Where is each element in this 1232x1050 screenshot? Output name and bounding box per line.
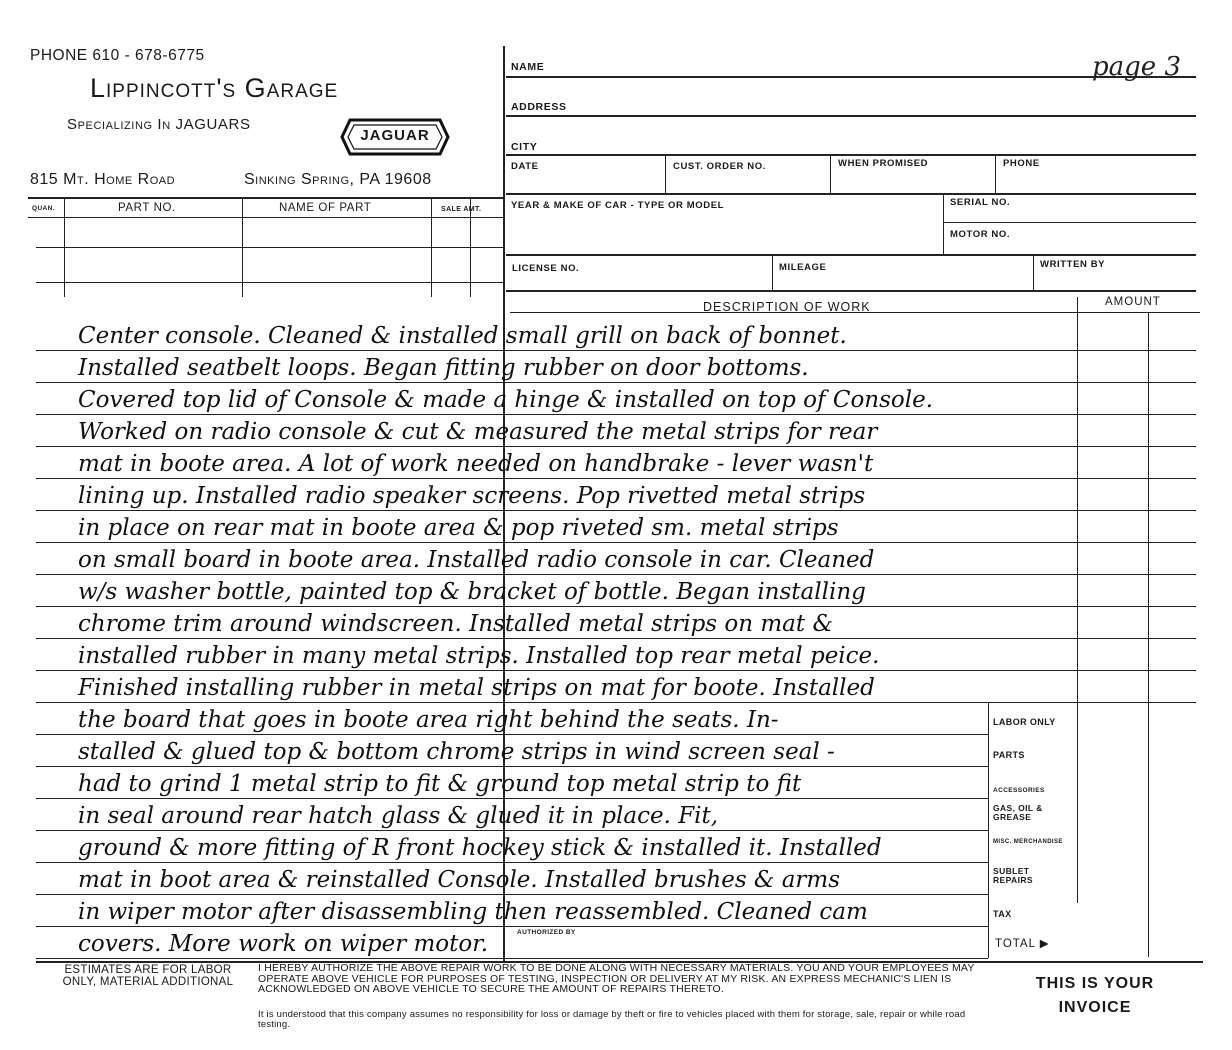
ruled-line (36, 862, 988, 863)
year-make-label: YEAR & MAKE OF CAR - TYPE OR MODEL (511, 200, 725, 211)
ruled-line (36, 350, 1196, 351)
date-label: DATE (511, 161, 539, 172)
divider (665, 155, 666, 193)
work-line: mat in boote area. A lot of work needed on handbrake - lever wasn't (78, 451, 874, 477)
ruled-line (36, 382, 1196, 383)
ruled-line (36, 734, 988, 735)
work-line: Center console. Cleaned & installed small grill on back of bonnet. (78, 323, 847, 349)
ruled-line (36, 830, 988, 831)
ruled-line (36, 542, 1196, 543)
city-state-zip: Sinking Spring, PA 19608 (244, 171, 432, 188)
divider (995, 155, 996, 193)
license-row-line (506, 290, 1196, 292)
work-line: installed rubber in many metal strips. Installed top rear metal peice. (78, 643, 880, 669)
year-row-line (506, 254, 1196, 256)
work-line: chrome trim around windscreen. Installed metal strips on mat & (78, 611, 833, 637)
ruled-line (36, 510, 1196, 511)
motor-no-label: MOTOR NO. (950, 229, 1011, 240)
serial-line (943, 222, 1196, 223)
serial-no-label: SERIAL NO. (950, 197, 1011, 208)
shop-header (0, 0, 500, 200)
estimates-note: ESTIMATES ARE FOR LABOR ONLY, MATERIAL ADDITIONAL (62, 964, 234, 988)
ruled-line (36, 638, 1196, 639)
ruled-line (36, 478, 1196, 479)
ruled-line (36, 798, 988, 799)
amount-header: AMOUNT (1105, 296, 1161, 308)
ruled-line (36, 446, 1196, 447)
gas-oil-grease-label: GAS, OIL & GREASE (993, 803, 1043, 822)
work-line: Worked on radio console & cut & measured the metal strips for rear (78, 419, 878, 445)
divider (772, 254, 773, 290)
name-label: NAME (511, 61, 545, 73)
divider (943, 193, 944, 254)
parts-row-line (28, 217, 503, 218)
work-line: on small board in boote area. Installed radio console in car. Cleaned (78, 547, 875, 573)
jaguar-logo (340, 118, 450, 156)
page-note: page 3 (1092, 52, 1181, 82)
work-line: in wiper motor after disassembling then reassembled. Cleaned cam (78, 899, 868, 925)
work-line: in seal around rear hatch glass & glued it in place. Fit, (78, 803, 719, 829)
amount-col-cents (1148, 312, 1149, 957)
ruled-line (36, 958, 988, 959)
parts-header-sale-amt: SALE AMT. (441, 206, 482, 213)
amount-col-left (1077, 297, 1078, 903)
total-label: TOTAL ▶ (995, 938, 1050, 950)
work-line: lining up. Installed radio speaker screens. Pop rivetted metal strips (78, 483, 866, 509)
business-name: Lippincott's Garage (90, 73, 339, 103)
address-label: ADDRESS (511, 101, 567, 113)
ruled-line (36, 670, 1196, 671)
work-line: the board that goes in boote area right behind the seats. In- (78, 707, 779, 733)
work-line: in place on rear mat in boote area & pop riveted sm. metal strips (78, 515, 839, 541)
ruled-line (36, 894, 988, 895)
specialty-line: Specializing In JAGUARS (67, 116, 251, 133)
parts-header-quan: QUAN. (32, 205, 55, 212)
sublet-repairs-label: SUBLET REPAIRS (993, 866, 1033, 885)
parts-row-line (36, 282, 503, 283)
misc-merchandise-label: MISC. MERCHANDISE (993, 839, 1063, 845)
parts-label: PARTS (993, 750, 1025, 760)
description-header: DESCRIPTION OF WORK (703, 300, 871, 314)
authorized-by-label: AUTHORIZED BY (517, 929, 576, 936)
jaguar-logo-text: JAGUAR (360, 127, 430, 144)
labor-only-label: LABOR ONLY (993, 717, 1056, 727)
work-line: covers. More work on wiper motor. (78, 931, 489, 957)
address-line (506, 115, 1196, 117)
work-line: Installed seatbelt loops. Began fitting rubber on door bottoms. (78, 355, 809, 381)
work-line: had to grind 1 metal strip to fit & ground top metal strip to fit (78, 771, 802, 797)
when-promised-label: WHEN PROMISED (838, 158, 929, 169)
ruled-line (36, 414, 1196, 415)
phone-field-label: PHONE (1003, 158, 1040, 169)
work-line: ground & more fitting of R front hockey stick & installed it. Installed (78, 835, 882, 861)
work-line: Finished installing rubber in metal strips on mat for boote. Installed (78, 675, 875, 701)
work-line: Covered top lid of Console & made a hinge & installed on top of Console. (78, 387, 934, 413)
parts-header-part-no: PART NO. (118, 202, 176, 214)
cust-order-label: CUST. ORDER NO. (673, 161, 766, 172)
ruled-line (36, 702, 1196, 703)
city-label: CITY (511, 141, 538, 153)
phone-number: PHONE 610 - 678-6775 (30, 47, 205, 64)
date-row-line (506, 193, 1196, 195)
liability-disclaimer: It is understood that this company assumes no responsibility for loss or damage by theft or fire to vehicles placed with them for storage, sale, repair or while road testing. (258, 1009, 966, 1030)
desc-header-line (510, 312, 1200, 313)
accessories-label: ACCESSORIES (993, 787, 1045, 794)
work-line: mat in boot area & reinstalled Console. Installed brushes & arms (78, 867, 841, 893)
authorization-text: I HEREBY AUTHORIZE THE ABOVE REPAIR WORK TO BE DONE ALONG WITH NECESSARY MATERIALS. YOU AND YOUR EMPLOYEES MAY OPERATE ABOVE VEHICLE FOR PURPOSES OF TESTING, INSPECTION OR DELIVERY AT MY RISK. AN EXPRESS MECHANIC'S LIEN IS ACKNOWLEDGED ON ABOVE VEHICLE TO SECURE THE AMOUNT OF REPAIRS THERETO. (258, 962, 975, 996)
ruled-line (36, 574, 1196, 575)
street-address: 815 Mt. Home Road (30, 171, 176, 188)
ruled-line (36, 766, 988, 767)
written-by-label: WRITTEN BY (1040, 259, 1106, 270)
divider (830, 155, 831, 193)
divider (1033, 254, 1034, 290)
ruled-line (36, 926, 988, 927)
ruled-line (36, 606, 1196, 607)
mileage-label: MILEAGE (779, 262, 827, 273)
parts-row-line (36, 247, 503, 248)
license-no-label: LICENSE NO. (512, 263, 580, 274)
tax-label: TAX (993, 909, 1012, 919)
name-line (506, 76, 1196, 78)
city-line (506, 154, 1196, 156)
invoice-note: THIS IS YOUR INVOICE (1035, 975, 1155, 1016)
totals-box-left (988, 703, 989, 958)
work-line: stalled & glued top & bottom chrome strips in wind screen seal - (78, 739, 835, 765)
work-line: w/s washer bottle, painted top & bracket of bottle. Began installing (78, 579, 866, 605)
parts-header-name: NAME OF PART (279, 202, 372, 214)
